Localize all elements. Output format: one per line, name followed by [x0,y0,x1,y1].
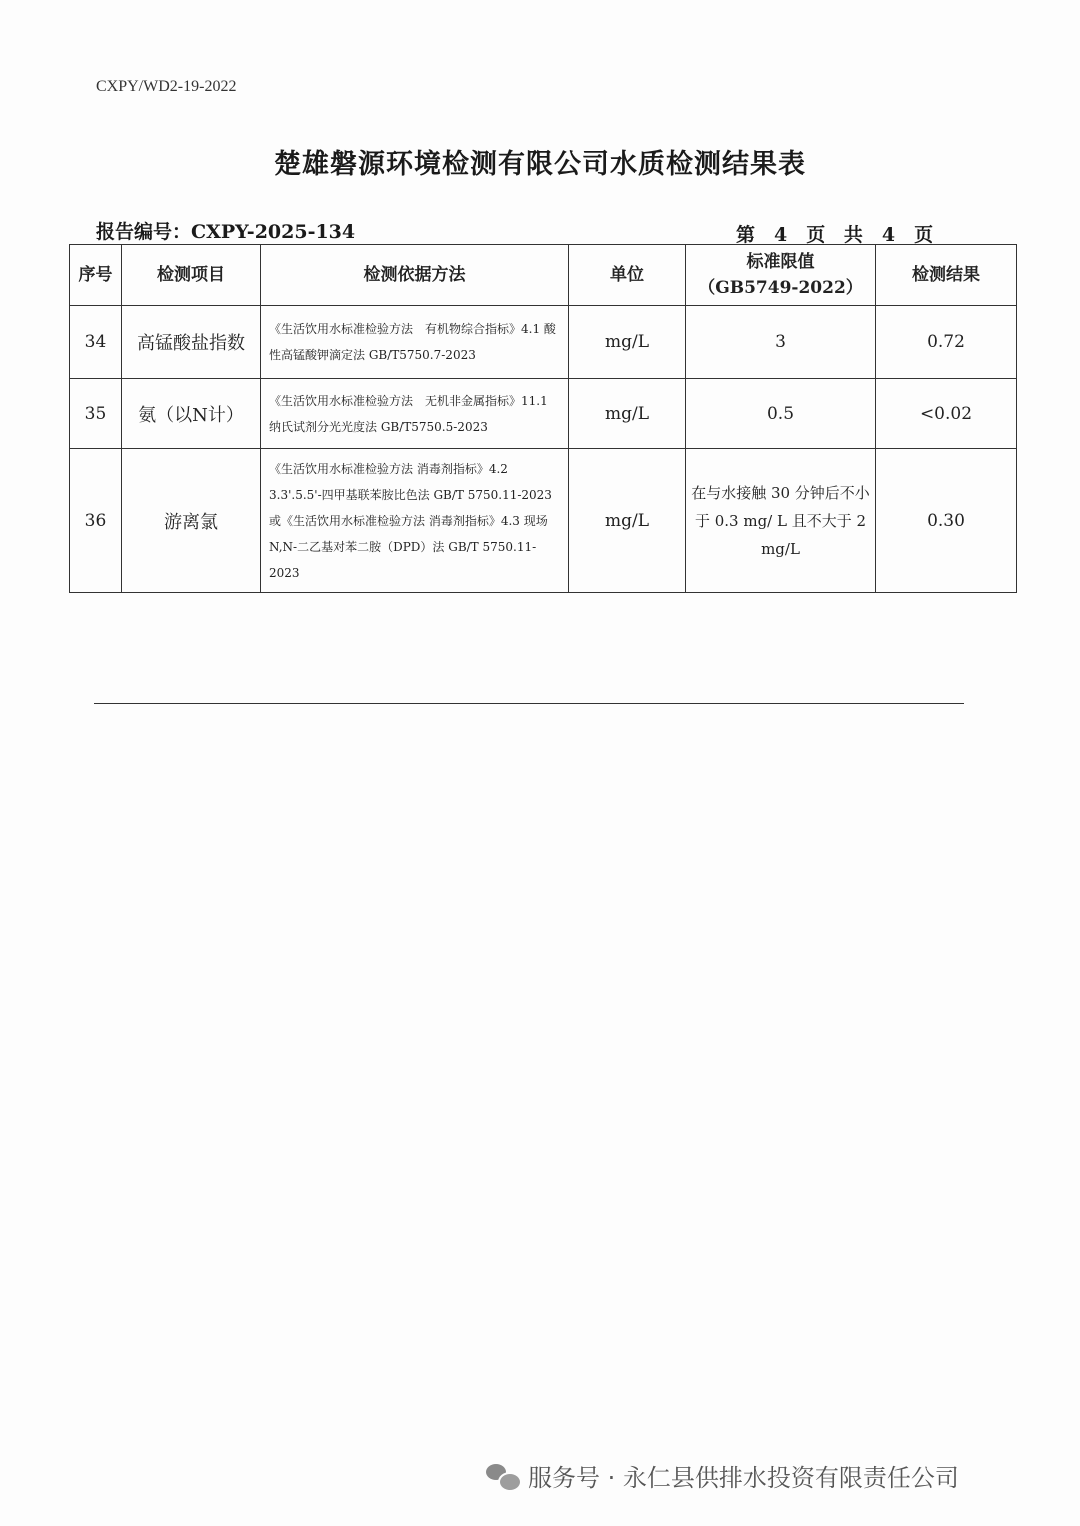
row-method: 《生活饮用水标准检验方法 有机物综合指标》4.1 酸性高锰酸钾滴定法 GB/T5750.7-2023 [261,306,569,379]
row-no: 35 [70,379,122,449]
page-total: 共 4 页 [843,224,934,246]
footer-watermark [486,1458,959,1493]
row-method: 《生活饮用水标准检验方法 无机非金属指标》11.1 纳氏试剂分光光度法 GB/T5750.5-2023 [261,379,569,449]
results-table [69,244,1017,593]
row-no: 34 [70,306,122,379]
row-item: 游离氯 [122,449,261,593]
header-limit [686,245,876,306]
row-result: 0.30 [876,449,1017,593]
footer-text: 服务号 · 永仁县供排水投资有限责任公司 [528,1464,959,1492]
header-limit-line1: 标准限值 [746,252,815,272]
document-title: 楚雄磐源环境检测有限公司水质检测结果表 [274,149,806,180]
report-number: 报告编号：CXPY-2025-134 [96,221,356,243]
document-code: CXPY/WD2-19-2022 [96,78,237,95]
header-unit: 单位 [569,245,686,306]
header-result: 检测结果 [876,245,1017,306]
header-item: 检测项目 [122,245,261,306]
table-row [70,306,1017,379]
header-method: 检测依据方法 [261,245,569,306]
row-item: 高锰酸盐指数 [122,306,261,379]
row-method: 《生活饮用水标准检验方法 消毒剂指标》4.2 3.3'.5.5'-四甲基联苯胺比色法 GB/T 5750.11-2023 或《生活饮用水标准检验方法 消毒剂指标》4.3 现场 N,N-二乙基对苯二胺（DPD）法 GB/T 5750.11-2023 [261,449,569,593]
header-limit-line2: （GB5749-2022） [698,278,863,298]
row-limit: 3 [686,306,876,379]
row-result: <0.02 [876,379,1017,449]
row-unit: mg/L [569,449,686,593]
row-no: 36 [70,449,122,593]
table-header-row [70,245,1017,306]
divider-line [94,703,964,704]
row-unit: mg/L [569,379,686,449]
row-item: 氨（以N计） [122,379,261,449]
header-no: 序号 [70,245,122,306]
page-current: 第 4 页 [736,224,826,246]
row-unit: mg/L [569,306,686,379]
page-info [736,220,945,247]
row-limit: 在与水接触 30 分钟后不小于 0.3 mg/ L 且不大于 2 mg/L [686,449,876,593]
table-row [70,449,1017,593]
row-limit: 0.5 [686,379,876,449]
row-result: 0.72 [876,306,1017,379]
wechat-icon [486,1462,520,1490]
table-row [70,379,1017,449]
